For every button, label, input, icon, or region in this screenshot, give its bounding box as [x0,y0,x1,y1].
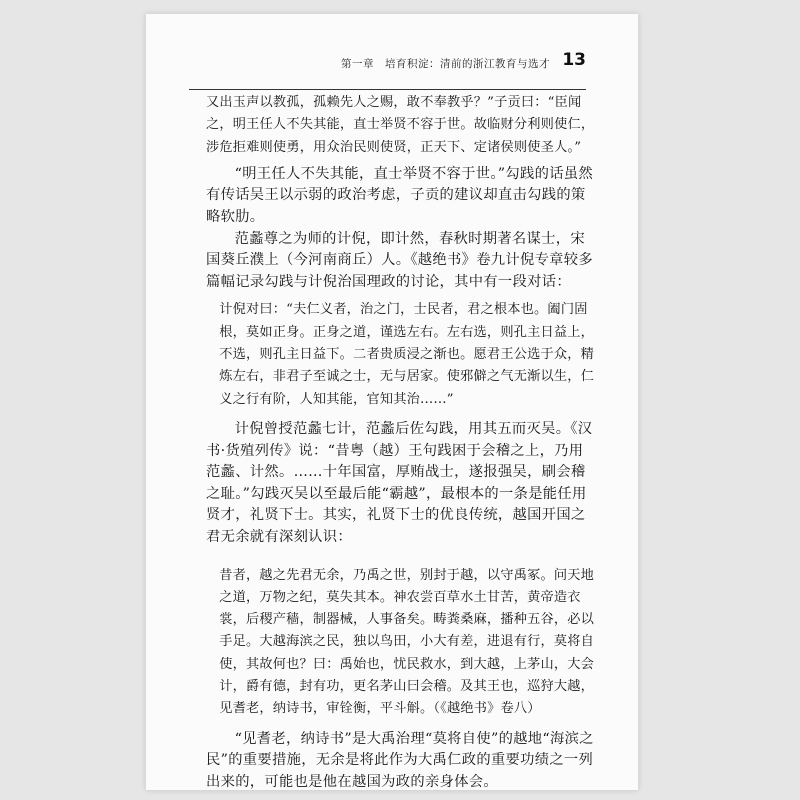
running-head: 第一章 培育积淀：清前的浙江教育与选才 [341,58,550,70]
page-header [146,44,638,84]
block-quote-3 [206,565,596,721]
quote-text: 又出玉声以教孤，孤赖先人之赐，敢不奉教乎？”子贡曰：“臣闻之，明王任人不失其能，直士举贤不容于世。故临财分利则使仁，涉危拒难则使勇，用众治民则使贤，正天下、定诸侯则使圣人。” [206,95,595,155]
page-number: 13 [562,50,586,70]
paragraph: “明王任人不失其能，直士举贤不容于世。”勾践的话虽然有传话吴王以示弱的政治考虑，子贡的建议却直击勾践的策略软肋。 [206,165,593,226]
paragraph: 范蠡尊之为师的计倪，即计然，春秋时期著名谋士，宋国葵丘濮上（今河南商丘）人。《越绝书》卷九计倪专章较多篇幅记录勾践与计倪治国理政的讨论，其中有一段对话： [206,230,593,290]
body-text [206,92,596,793]
book-page [146,14,638,790]
block-quote-1 [206,92,596,159]
paragraph: “见耆老，纳诗书”是大禹治理“莫将自使”的越地“海滨之民”的重要措施，无余是将此作为大禹仁政的重要功绩之一列出来的，可能也是他在越国为政的亲身体会。 [206,730,594,790]
header-rule [189,89,586,90]
quote-text: 昔者，越之先君无余，乃禹之世，别封于越，以守禹冢。问天地之道，万物之纪，莫失其本。神农尝百草水土甘苦，黄帝造衣裳，后稷产穑，制器械，人事备矣。畴粪桑麻，播种五谷，必以手足。大越海滨之民，独以鸟田，小大有差，进退有行，莫将自使，其故何也？曰：禹始也，忧民救水，到大越，上茅山，大会计，爵有德，封有功，更名茅山曰会稽。及其王也，巡狩大越，见耆老，纳诗书，审铨衡，平斗斛。（《越绝书》卷八） [219,567,595,717]
block-quote-2 [206,299,596,410]
paragraph: 计倪曾授范蠡七计，范蠡后佐勾践，用其五而灭吴。《汉书·货殖列传》说：“昔粤（越）王句践困于会稽之上，乃用范蠡、计然。……十年国富，厚贿战士，遂报强吴，刷会稽之耻。”勾践灭吴以至最后能“霸越”，最根本的一条是能任用贤才，礼贤下士。其实，礼贤下士的优良传统，越国开国之君无余就有深刻认识： [206,420,593,545]
quote-text: 计倪对曰：“夫仁义者，治之门，士民者，君之根本也。阖门固根，莫如正身。正身之道，谨选左右。左右选，则孔主日益上，不选，则孔主日益下。二者贵质浸之渐也。愿君王公选于众，精炼左右，非君子至诚之士，无与居家。使邪僻之气无渐以生，仁义之行有阶，人知其能，官知其治……” [219,302,595,407]
